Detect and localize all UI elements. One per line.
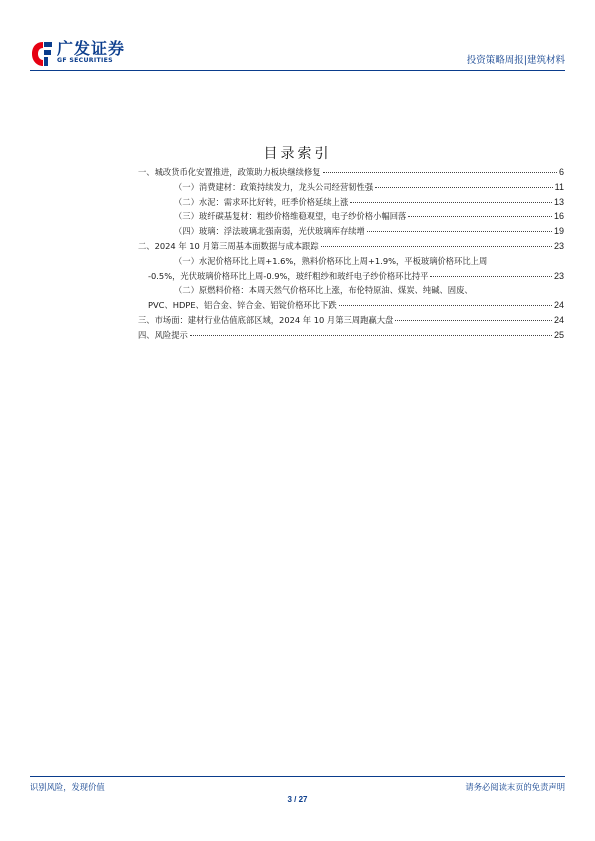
- toc-leader: [430, 276, 552, 277]
- toc-leader: [367, 231, 552, 232]
- page-number: 3 / 27: [287, 795, 308, 804]
- toc-leader: [375, 187, 553, 188]
- toc-leader: [190, 335, 552, 336]
- toc-entry-text: 三、市场面：建材行业估值底部区域，2024 年 10 月第三周跑赢大盘: [138, 314, 394, 325]
- logo-english-name: GF SECURITIES: [57, 57, 113, 64]
- footer-disclaimer: 请务必阅读末页的免责声明: [465, 782, 565, 792]
- toc-page-number: 25: [553, 329, 564, 340]
- toc-entry[interactable]: [138, 166, 564, 181]
- toc-entry-text: （四）玻璃：浮法玻璃北强南弱，光伏玻璃库存续增: [174, 226, 365, 237]
- toc-entry[interactable]: [138, 284, 564, 314]
- toc-page-number: 24: [553, 300, 564, 311]
- toc-entry[interactable]: [138, 240, 564, 255]
- toc-page-number: 11: [554, 181, 564, 192]
- toc-leader: [339, 305, 552, 306]
- toc-page-number: 13: [553, 196, 564, 207]
- toc-entry-text: （一）消费建材：政策持续发力，龙头公司经营韧性强: [174, 181, 374, 192]
- toc-entry-text: （一）水泥价格环比上周+1.6%，熟料价格环比上周+1.9%，平板玻璃价格环比上周: [174, 255, 488, 266]
- toc-leader: [408, 216, 552, 217]
- toc-leader: [321, 246, 552, 247]
- toc-entry[interactable]: [138, 225, 564, 240]
- toc-entry[interactable]: [138, 255, 564, 285]
- toc-entry-text: 一、城改货币化安置推进，政策助力板块继续修复: [138, 167, 321, 177]
- logo-chinese-name: 广发证券: [57, 39, 126, 58]
- toc-page-number: 24: [553, 314, 564, 325]
- toc-entry-text: PVC、HDPE、铝合金、锌合金、铝锭价格环比下跌: [148, 300, 337, 311]
- toc-entry-text: -0.5%，光伏玻璃价格环比上周-0.9%，玻纤粗纱和玻纤电子纱价格环比持平: [148, 270, 429, 281]
- toc-leader: [323, 172, 557, 173]
- toc-entry[interactable]: [138, 196, 564, 211]
- page-header: [30, 38, 565, 68]
- company-logo: [30, 40, 125, 70]
- toc-page-number: 23: [553, 240, 564, 251]
- report-type: 投资策略周报|建筑材料: [466, 55, 565, 66]
- footer-divider: [30, 776, 565, 777]
- toc-entry-continuation: [138, 270, 564, 285]
- toc-entry-text: 四、风险提示: [138, 329, 188, 340]
- toc-page-number: 23: [553, 270, 564, 281]
- toc-entry[interactable]: [138, 181, 564, 196]
- table-of-contents: [138, 166, 564, 344]
- gf-logo-icon: [30, 40, 54, 68]
- toc-entry[interactable]: [138, 314, 564, 329]
- toc-entry[interactable]: [138, 210, 564, 225]
- toc-entry-text: （二）原燃料价格：本周天然气价格环比上涨，布伦特原油、煤炭、纯碱、固废、: [174, 285, 473, 296]
- footer-slogan: 识别风险，发现价值: [30, 782, 105, 792]
- toc-page-number: 6: [558, 167, 564, 177]
- toc-page-number: 16: [553, 211, 564, 222]
- toc-leader: [395, 320, 552, 321]
- toc-entry[interactable]: [138, 329, 564, 344]
- toc-entry-text: （二）水泥：需求环比好转，旺季价格延续上涨: [174, 196, 349, 207]
- toc-page-number: 19: [553, 226, 564, 237]
- header-divider: [30, 70, 565, 71]
- toc-entry-text: （三）玻纤碳基复材：粗纱价格维稳观望，电子纱价格小幅回落: [174, 211, 407, 222]
- toc-leader: [350, 202, 552, 203]
- toc-entry-text: 二、2024 年 10 月第三周基本面数据与成本跟踪: [138, 240, 319, 251]
- toc-entry-continuation: [138, 299, 564, 314]
- toc-title: 目录索引: [263, 146, 332, 162]
